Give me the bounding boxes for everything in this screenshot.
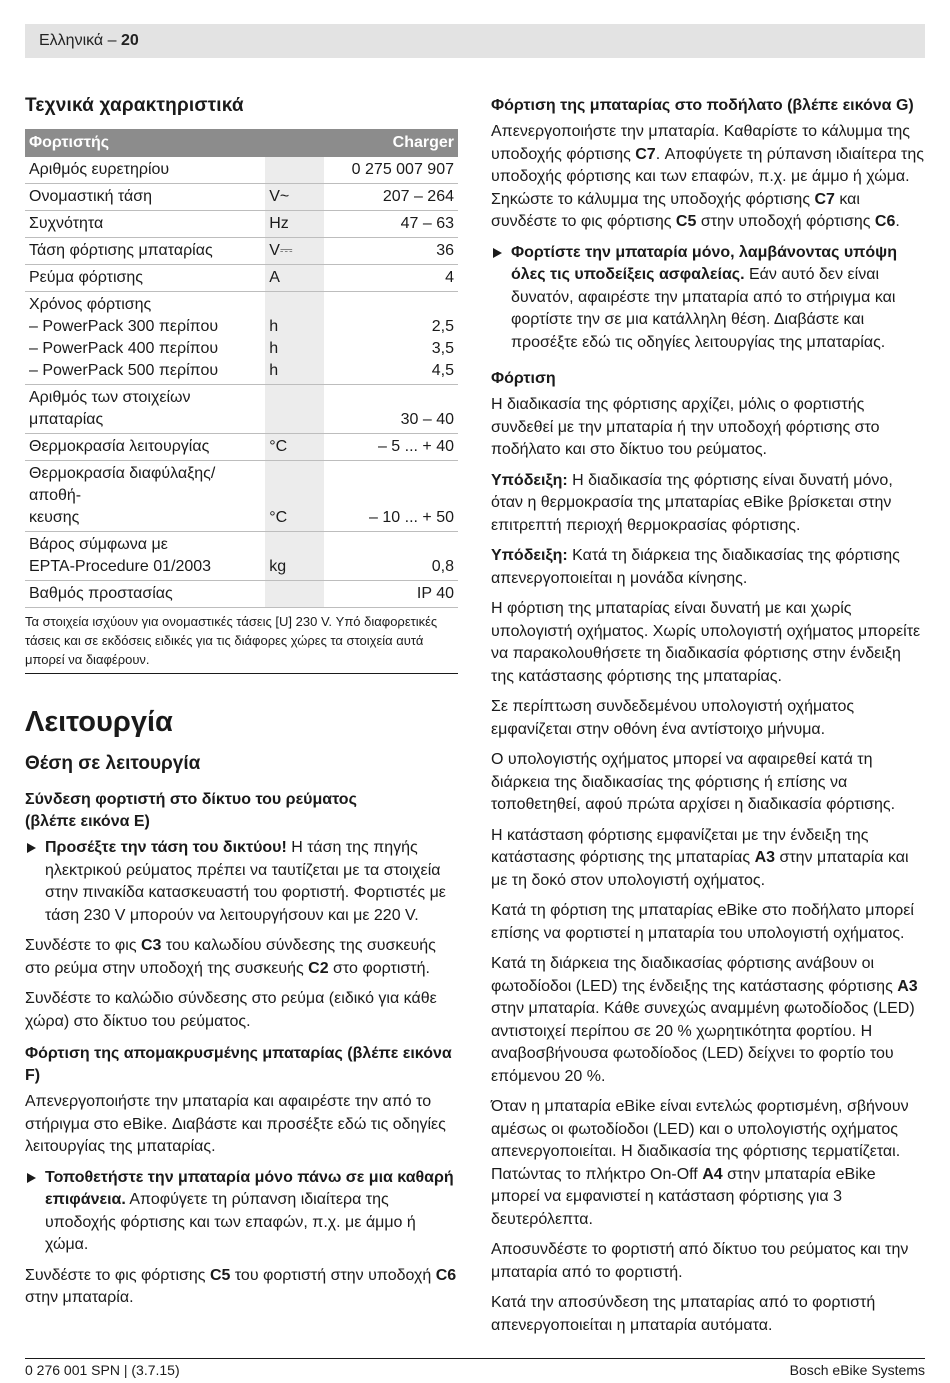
paragraph: Αποσυνδέστε το φορτιστή από δίκτυο του ρεύματος και την μπαταρία από το φορτιστή. [491,1241,909,1281]
paragraph: Σε περίπτωση συνδεδεμένου υπολογιστή οχήματος εμφανίζεται στην οθόνη ένα αντίστοιχο μήνυμα. [491,698,855,738]
paragraph: Όταν η μπαταρία eBike είναι εντελώς φορτισμένη, σβήνουν αμέσως οι φωτοδίοδοι (LED) και ο υπολογιστής οχήματος απενεργοποιείται. Η διαδικασία της φόρτισης τερματίζεται. Πατώντας το πλήκτρο On-Off A4 στην μπαταρία eBike μπορεί να εμφανιστεί η κατάσταση φόρτισης για 3 δευτερόλεπτα. [491,1098,909,1228]
paragraph: Η φόρτιση της μπαταρίας είναι δυνατή με και χωρίς υπολογιστή οχήματος. Χωρίς υπολογιστή οχήματος μπορείτε να παρακολουθήσετε τη διαδικασία φόρτισης στην ένδειξη της κατάστασης φόρτισης της μπαταρίας. [491,600,921,685]
note-paragraph: Υπόδειξη: Η διαδικασία της φόρτισης είναι δυνατή μόνο, όταν η θερμοκρασία της μπαταρίας eBike βρίσκεται στην επιτρεπτή περιοχή θερμοκρασίας φόρτισης. [491,471,893,534]
paragraph: Συνδέστε το φις C3 του καλωδίου σύνδεσης της συσκευής στο ρεύμα στην υποδοχή της συσκευής C2 στο φορτιστή. [25,937,436,977]
footer-document-code: 0 276 001 SPN | (3.7.15) [25,1362,180,1378]
paragraph: Η διαδικασία της φόρτισης αρχίζει, μόλις ο φορτιστής συνδεθεί με την μπαταρία ή την υποδοχή φόρτισης στο ποδήλατο και στο δίκτυο του ρεύματος. [491,396,880,458]
bike-charging-title: Φόρτιση της μπαταρίας στο ποδήλατο (βλέπε εικόνα G) [491,97,914,114]
table-row: Αριθμός των στοιχείων μπαταρίας 30 – 40 [25,385,458,434]
paragraph: Κατά τη διάρκεια της διαδικασίας φόρτισης ανάβουν οι φωτοδίοδοι (LED) της ένδειξης της κατάστασης φόρτισης A3 στην μπαταρία. Κάθε συνεχώς αναμμένη φωτοδίοδος (LED) αντιστοιχεί περίπου σε 20 % χωρητικότητα φορτίου. Η αναβοσβήνουσα φωτοδίοδος (LED) δείχνει το φορτίο του επόμενου 20 %. [491,955,918,1085]
right-column [491,95,925,1345]
table-row: Ονομαστική τάση V~ 207 – 264 [25,184,458,211]
header-separator: – [103,32,121,49]
paragraph: Απενεργοποιήστε την μπαταρία και αφαιρέστε την από το στήριγμα στο eBike. Διαβάστε και προσέξτε εδώ τις οδηγίες λειτουργίας της μπαταρίας. [25,1093,446,1155]
paragraph: Κατά τη φόρτιση της μπαταρίας eBike στο ποδήλατο μπορεί επίσης να φορτιστεί η μπαταρία του υπολογιστή οχήματος. [491,902,914,942]
mains-connection-title: Σύνδεση φορτιστή στο δίκτυο του ρεύματος (βλέπε εικόνα E) [25,791,357,830]
paragraph: Συνδέστε το φις φόρτισης C5 του φορτιστή στην υποδοχή C6 στην μπαταρία. [25,1266,457,1306]
paragraph: Κατά την αποσύνδεση της μπαταρίας από το φορτιστή απενεργοποιείται η μπαταρία αυτόματα. [491,1294,876,1334]
spec-note: Τα στοιχεία ισχύουν για ονομαστικές τάσεις [U] 230 V. Υπό διαφορετικές τάσεις και σε εκδόσεις ειδικές για τις διάφορες χώρες τα στοιχεία αυτά μπορεί να διαφέρουν. [25,612,458,674]
paragraph: Η κατάσταση φόρτισης εμφανίζεται με την ένδειξη της κατάστασης φόρτισης της μπαταρίας A3 στην μπαταρία και με τη δοκό στον υπολογιστή οχήματος. [491,826,909,889]
safety-bullet: Φορτίστε την μπαταρία μόνο, λαμβάνοντας υπόψη όλες τις υποδείξεις ασφαλείας. Εάν αυτό δεν είναι δυνατόν, αφαιρέστε την μπαταρία από το στήριγμα και φορτίστε την σε μια κατάλληλη θέση. Διαβάστε και προσέξτε εδώ τις οδηγίες λειτουργίας της μπαταρίας. [491,242,925,355]
spec-head-label: Φορτιστής [25,129,265,157]
table-row-charge-time: Χρόνος φόρτισης – PowerPack 300 περίπου – PowerPack 400 περίπου – PowerPack 500 περίπου h h h 2,5 3,5 4,5 [25,292,458,385]
specs-title: Τεχνικά χαρακτηριστικά [25,95,244,116]
header-language: Ελληνικά [39,32,104,49]
table-row: Βαθμός προστασίας IP 40 [25,581,458,608]
note-paragraph: Υπόδειξη: Κατά τη διάρκεια της διαδικασίας της φόρτισης απενεργοποιείται η μονάδα κίνησης. [491,547,900,587]
subsection-title: Θέση σε λειτουργία [25,753,201,774]
table-row: Θερμοκρασία λειτουργίας °C – 5 ... + 40 [25,434,458,461]
triangle-bullet-icon [27,1173,36,1183]
table-row-storage: Θερμοκρασία διαφύλαξης/αποθή- κευσης °C – 10 ... + 50 [25,461,458,532]
spec-head-value: Charger [324,129,458,157]
header-text [39,32,139,50]
table-row: Αριθμός ευρετηρίου 0 275 007 907 [25,157,458,184]
chapter-title: Λειτουργία [25,706,173,738]
left-column [25,95,458,1318]
table-row-weight: Βάρος σύμφωνα με EPTA-Procedure 01/2003 kg 0,8 [25,532,458,581]
mains-voltage-bullet: Προσέξτε την τάση του δικτύου! Η τάση της πηγής ηλεκτρικού ρεύματος πρέπει να ταυτίζεται με τα στοιχεία στην πινακίδα κατασκευαστή του φορτιστή. Φορτιστές με τάση 230 V μπορούν να λειτουργήσουν και με 220 V. [25,837,458,927]
removed-battery-title: Φόρτιση της απομακρυσμένης μπαταρίας (βλέπε εικόνα F) [25,1045,452,1084]
paragraph: Ο υπολογιστής οχήματος μπορεί να αφαιρεθεί κατά τη διάρκεια της διαδικασίας της φόρτισης ή επίσης να τοποθετηθεί, αφού πρώτα αρχίσει η διαδικασία φόρτισης. [491,751,896,813]
triangle-bullet-icon [27,843,36,853]
clean-surface-bullet: Τοποθετήστε την μπαταρία μόνο πάνω σε μια καθαρή επιφάνεια. Αποφύγετε τη ρύπανση ιδιαίτερα της υποδοχής φόρτισης και των επαφών, π.χ. με άμμο ή χώμα. [25,1167,458,1257]
page-number: 20 [120,32,139,49]
footer-brand: Bosch eBike Systems [789,1362,925,1378]
table-row: Τάση φόρτισης μπαταρίας V⎓ 36 [25,238,458,265]
paragraph: Απενεργοποιήστε την μπαταρία. Καθαρίστε το κάλυμμα της υποδοχής φόρτισης C7. Αποφύγετε τη ρύπανση ιδιαίτερα της υποδοχής φόρτισης και των επαφών, π.χ. με άμμο ή χώμα. Σηκώστε το κάλυμμα της υποδοχής φόρτισης C7 και συνδέστε το φις φόρτισης C5 στην υποδοχή φόρτισης C6. [491,123,924,230]
table-row: Ρεύμα φόρτισης A 4 [25,265,458,292]
table-row: Συχνότητα Hz 47 – 63 [25,211,458,238]
spec-table-head [25,129,458,157]
paragraph: Συνδέστε το καλώδιο σύνδεσης στο ρεύμα (ειδικό για κάθε χώρα) στο δίκτυο του ρεύματος. [25,990,437,1030]
spec-table [25,129,458,608]
charging-title: Φόρτιση [491,370,556,387]
page-header [25,24,925,58]
triangle-bullet-icon [493,248,502,258]
footer-rule [25,1358,925,1359]
